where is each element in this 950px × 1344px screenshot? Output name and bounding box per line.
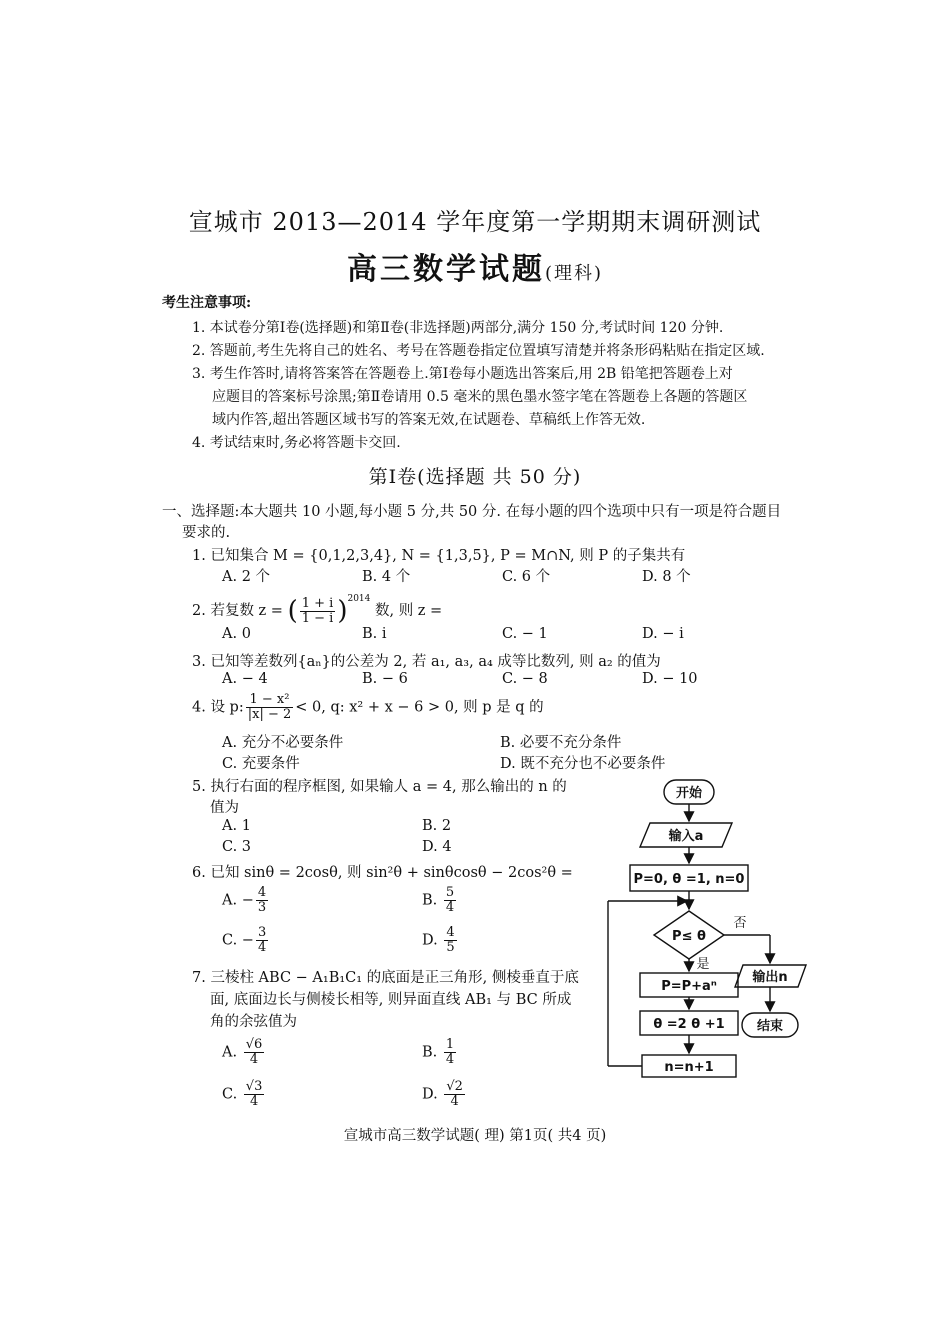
q3-option-c: C. − 8 [502,671,548,687]
q5-option-d: D. 4 [422,839,452,855]
program-flowchart [600,775,820,1085]
q3-option-a: A. − 4 [222,671,268,687]
q7-option-d: D. $\frac{√2}{4}$ [422,1079,463,1109]
q6-option-c: C. − $\frac{3}{4}$ [222,925,267,955]
q7-option-b: B. $\frac{1}{4}$ [422,1037,455,1067]
section-intro: 一、选择题:本大题共 10 小题,每小题 5 分,共 50 分. 在每小题的四个选项中只有一项是符合题目 [162,504,782,520]
q7-option-a: A. $\frac{√6}{4}$ [222,1037,263,1067]
notice-item: 3. 考生作答时,请将答案答在答题卷上.第Ⅰ卷每小题选出答案后,用 2B 铅笔把答题卷上对 [192,366,733,382]
question-3-stem: 3. 已知等差数列{aₙ}的公差为 2, 若 a₁, a₃, a₄ 成等比数列, 则 a₂ 的值为 [192,654,661,670]
exam-title: 宣城市 2013—2014 学年度第一学期期末调研测试 [188,208,762,236]
section-title: 第Ⅰ卷(选择题 共 50 分) [368,466,582,488]
q6-option-d: D. $\frac{4}{5}$ [422,925,455,955]
q2-option-d: D. − i [642,626,684,642]
flow-condition-label: P≤ θ [672,929,706,944]
notice-item: 4. 考试结束时,务必将答题卡交回. [192,435,401,451]
q3-option-d: D. − 10 [642,671,698,687]
q4-option-a: A. 充分不必要条件 [222,735,344,751]
q7-option-c: C. $\frac{√3}{4}$ [222,1079,263,1109]
q6-option-b: B. $\frac{5}{4}$ [422,885,455,915]
question-2-stem: 2. 若复数 z = ( $\frac{1 + i}{1 - i}$ )$^{2014}$ 数, 则 z = [192,594,443,626]
q4-option-d: D. 既不充分也不必要条件 [500,756,666,772]
question-7-stem: 7. 三棱柱 ABC − A₁B₁C₁ 的底面是正三角形, 侧棱垂直于底 [192,970,579,986]
flow-init-label: P=0, θ =1, n=0 [633,872,745,887]
flow-step-p-label: P=P+aⁿ [661,979,717,994]
q4-option-b: B. 必要不充分条件 [500,735,622,751]
flow-start-label: 开始 [675,786,703,801]
question-4-stem: 4. 设 p: $\frac{\text{1 − x²}}{|x| - 2}$ < 0, q: x² + x − 6 > 0, 则 p 是 q 的 [192,692,544,722]
q1-option-c: C. 6 个 [502,569,551,585]
q1-option-a: A. 2 个 [222,569,271,585]
flow-step-theta-label: θ =2 θ +1 [653,1017,725,1032]
question-7-stem: 角的余弦值为 [210,1014,297,1030]
q3-option-b: B. − 6 [362,671,408,687]
notice-item: 域内作答,超出答题区域书写的答案无效,在试题卷、草稿纸上作答无效. [212,412,646,428]
flow-output-label: 输出n [752,970,788,985]
flow-input-label: 输入a [668,829,704,844]
question-6-stem: 6. 已知 sinθ = 2cosθ, 则 sin²θ + sinθcosθ − 2cos²θ = [192,865,573,881]
notice-heading: 考生注意事项: [162,295,252,311]
notice-item: 1. 本试卷分第Ⅰ卷(选择题)和第Ⅱ卷(非选择题)两部分,满分 150 分,考试时间 120 分钟. [192,320,724,336]
q6-option-a: A. − $\frac{4}{3}$ [222,885,267,915]
question-7-stem: 面, 底面边长与侧棱长相等, 则异面直线 AB₁ 与 BC 所成 [210,992,572,1008]
flow-yes-label: 是 [696,957,710,972]
q5-option-a: A. 1 [222,818,251,834]
flow-end-label: 结束 [756,1019,784,1034]
q1-option-d: D. 8 个 [642,569,691,585]
section-intro: 要求的. [182,525,231,541]
subject-note: (理科) [544,263,604,284]
flow-step-n-label: n=n+1 [664,1060,714,1075]
q2-option-a: A. 0 [222,626,251,642]
q2-option-c: C. − 1 [502,626,548,642]
flow-no-label: 否 [733,916,747,931]
question-5-stem: 值为 [210,800,239,816]
q4-option-c: C. 充要条件 [222,756,300,772]
question-1-stem: 1. 已知集合 M = {0,1,2,3,4}, N = {1,3,5}, P = M∩N, 则 P 的子集共有 [192,548,686,564]
question-5-stem: 5. 执行右面的程序框图, 如果输人 a = 4, 那么输出的 n 的 [192,779,567,795]
q5-option-c: C. 3 [222,839,252,855]
exam-subtitle: 高三数学试题(理科) [346,252,604,287]
q2-option-b: B. i [362,626,387,642]
notice-item: 应题目的答案标号涂黑;第Ⅱ卷请用 0.5 毫米的黑色墨水签字笔在答题卷上各题的答题区 [212,389,748,405]
notice-item: 2. 答题前,考生先将自己的姓名、考号在答题卷指定位置填写清楚并将条形码粘贴在指定区域. [192,343,765,359]
page-footer: 宣城市高三数学试题( 理) 第1页( 共4 页) [343,1128,607,1144]
q5-option-b: B. 2 [422,818,452,834]
q1-option-b: B. 4 个 [362,569,411,585]
